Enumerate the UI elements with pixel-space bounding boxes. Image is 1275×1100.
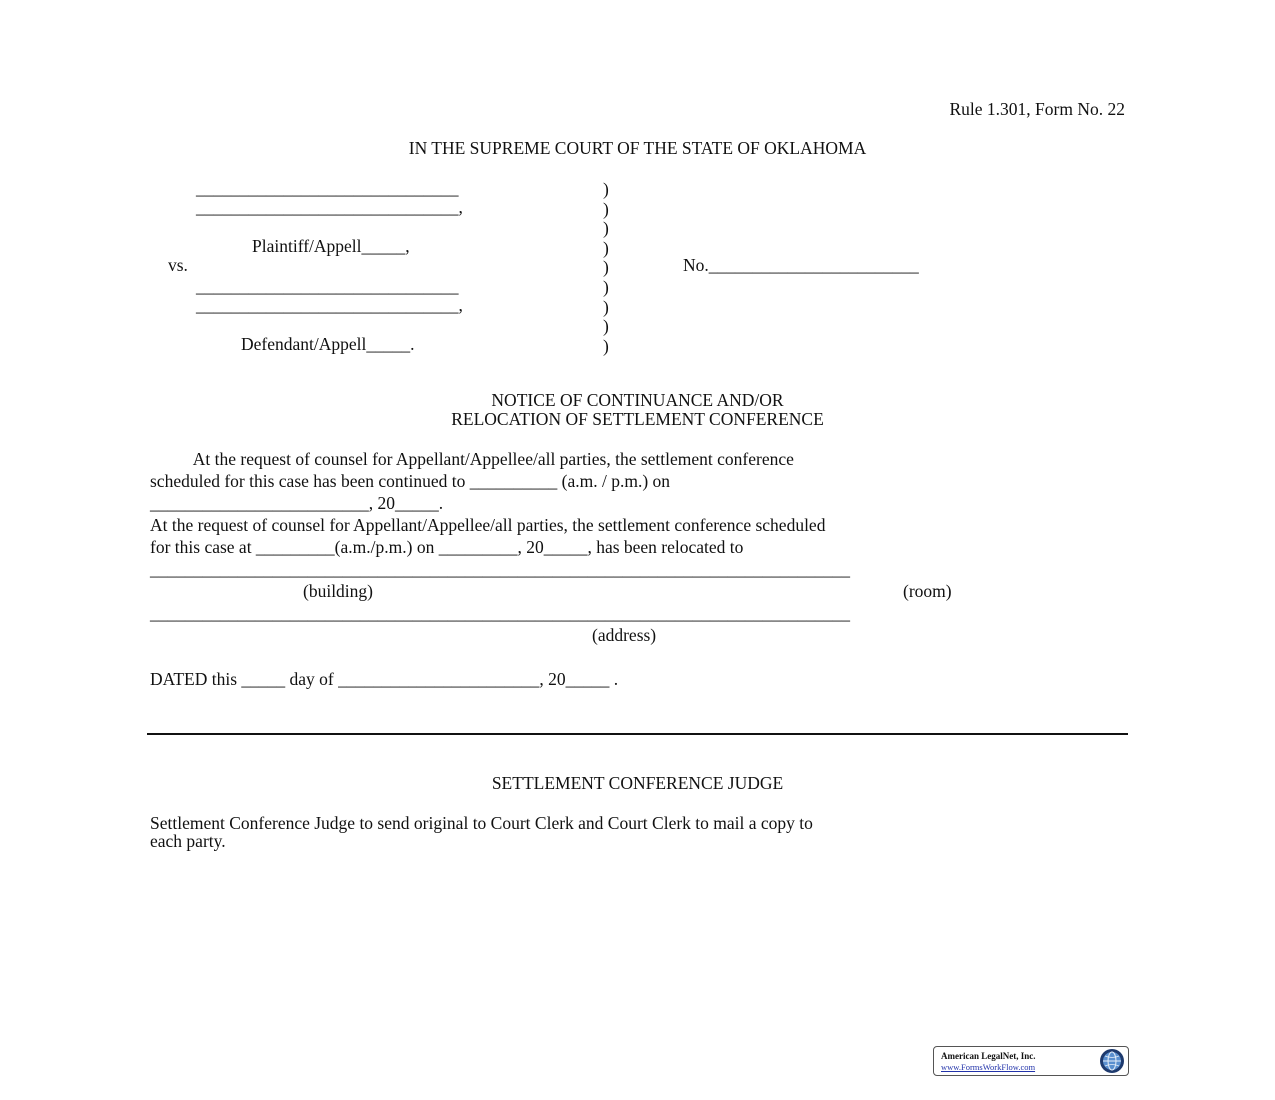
room-label: (room) [903,581,952,601]
judge-signature-label: SETTLEMENT CONFERENCE JUDGE [491,773,784,793]
caption-parenthesis-column [603,180,609,356]
american-legalnet-logo[interactable] [933,1046,1129,1076]
relocation-paragraph-line-1: At the request of counsel for Appellant/Appellee/all parties, the settlement conference scheduled [150,515,826,535]
relocation-paragraph-line-2: for this case at _________(a.m./p.m.) on _________, 20_____, has been relocated to [150,537,744,557]
caption-paren: ) [603,179,609,199]
logo-company-name: American LegalNet, Inc. [941,1051,1036,1061]
continuance-paragraph-line-3: _________________________, 20_____. [150,493,444,513]
caption-paren: ) [603,237,609,258]
defendant-name-line: ______________________________ [196,276,459,296]
rule-reference: Rule 1.301, Form No. 22 [949,99,1125,119]
caption-paren: ) [603,316,609,337]
notice-title-line-2: RELOCATION OF SETTLEMENT CONFERENCE [451,409,824,429]
case-number-field: No.________________________ [683,255,919,275]
continuance-paragraph-line-1: At the request of counsel for Appellant/Appellee/all parties, the settlement conference [150,449,794,469]
continuance-paragraph-line-2: scheduled for this case has been continued to __________ (a.m. / p.m.) on [150,471,671,491]
caption-paren: ) [603,257,609,278]
dated-line: DATED this _____ day of _______________________, 20_____ . [150,669,619,689]
court-title: IN THE SUPREME COURT OF THE STATE OF OKLAHOMA [408,138,867,158]
address-line: ________________________________________________________________________________ [150,603,850,623]
plaintiff-name-line: ______________________________ [196,178,459,198]
signature-line [147,733,1128,735]
plaintiff-label: Plaintiff/Appell_____, [252,236,410,256]
globe-icon [1099,1048,1125,1074]
caption-paren: ) [603,335,609,356]
instruction-line-1: Settlement Conference Judge to send original to Court Clerk and Court Clerk to mail a copy to [150,813,813,833]
caption-paren: ) [603,296,609,317]
address-label: (address) [592,625,657,645]
building-label: (building) [303,581,373,601]
logo-website-link[interactable]: www.FormsWorkFlow.com [941,1062,1036,1072]
building-room-line: ________________________________________________________________________________ [150,559,850,579]
instruction-line-2: each party. [150,831,226,851]
defendant-name-line-2: ______________________________, [196,295,463,315]
versus-label: vs. [168,255,188,275]
caption-paren: ) [603,276,609,297]
caption-paren: ) [603,218,609,239]
notice-title-line-1: NOTICE OF CONTINUANCE AND/OR [491,390,784,410]
defendant-label: Defendant/Appell_____. [241,334,415,354]
caption-paren: ) [603,198,609,219]
plaintiff-name-line-2: ______________________________, [196,197,463,217]
